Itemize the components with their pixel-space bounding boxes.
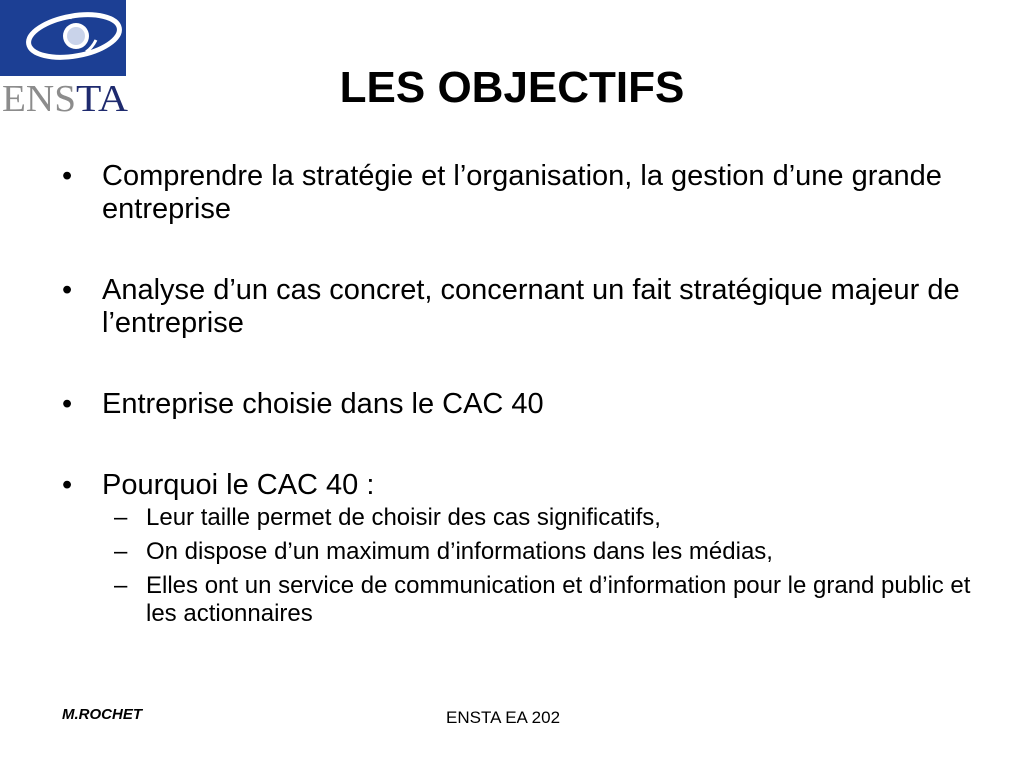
- bullet-marker: •: [62, 274, 73, 306]
- sub-bullet-marker: –: [114, 538, 128, 565]
- bullet-marker: •: [62, 469, 73, 501]
- sub-bullet-item: [102, 572, 980, 628]
- bullet-item: [60, 160, 980, 226]
- sub-bullet-marker: –: [114, 572, 128, 599]
- bullet-text: Entreprise choisie dans le CAC 40: [102, 388, 544, 420]
- bullet-text: Comprendre la stratégie et l’organisation, la gestion d’une grande entreprise: [102, 160, 942, 225]
- bullet-list: [60, 160, 980, 634]
- bullet-marker: •: [62, 388, 73, 420]
- logo-wordmark-ens: ENS: [2, 78, 76, 116]
- sub-bullet-text: On dispose d’un maximum d’informations dans les médias,: [146, 538, 773, 565]
- sub-bullet-item: [102, 504, 980, 532]
- bullet-item: [60, 388, 980, 421]
- logo-wordmark-ta: TA: [76, 78, 129, 116]
- footer-author: M.ROCHET: [62, 706, 142, 723]
- sub-bullet-text: Elles ont un service de communication et d’information pour le grand public et les actionnaires: [146, 572, 971, 627]
- sub-bullet-marker: –: [114, 504, 128, 531]
- sub-bullet-text: Leur taille permet de choisir des cas significatifs,: [146, 504, 661, 531]
- sub-bullet-item: [102, 538, 980, 566]
- slide-title: LES OBJECTIFS: [339, 63, 685, 112]
- bullet-text: Pourquoi le CAC 40 :: [102, 469, 375, 501]
- bullet-text: Analyse d’un cas concret, concernant un fait stratégique majeur de l’entreprise: [102, 274, 960, 339]
- footer-course: ENSTA EA 202: [446, 708, 561, 727]
- sub-bullet-list: [102, 504, 980, 628]
- bullet-marker: •: [62, 160, 73, 192]
- bullet-item: [60, 469, 980, 628]
- bullet-item: [60, 274, 980, 340]
